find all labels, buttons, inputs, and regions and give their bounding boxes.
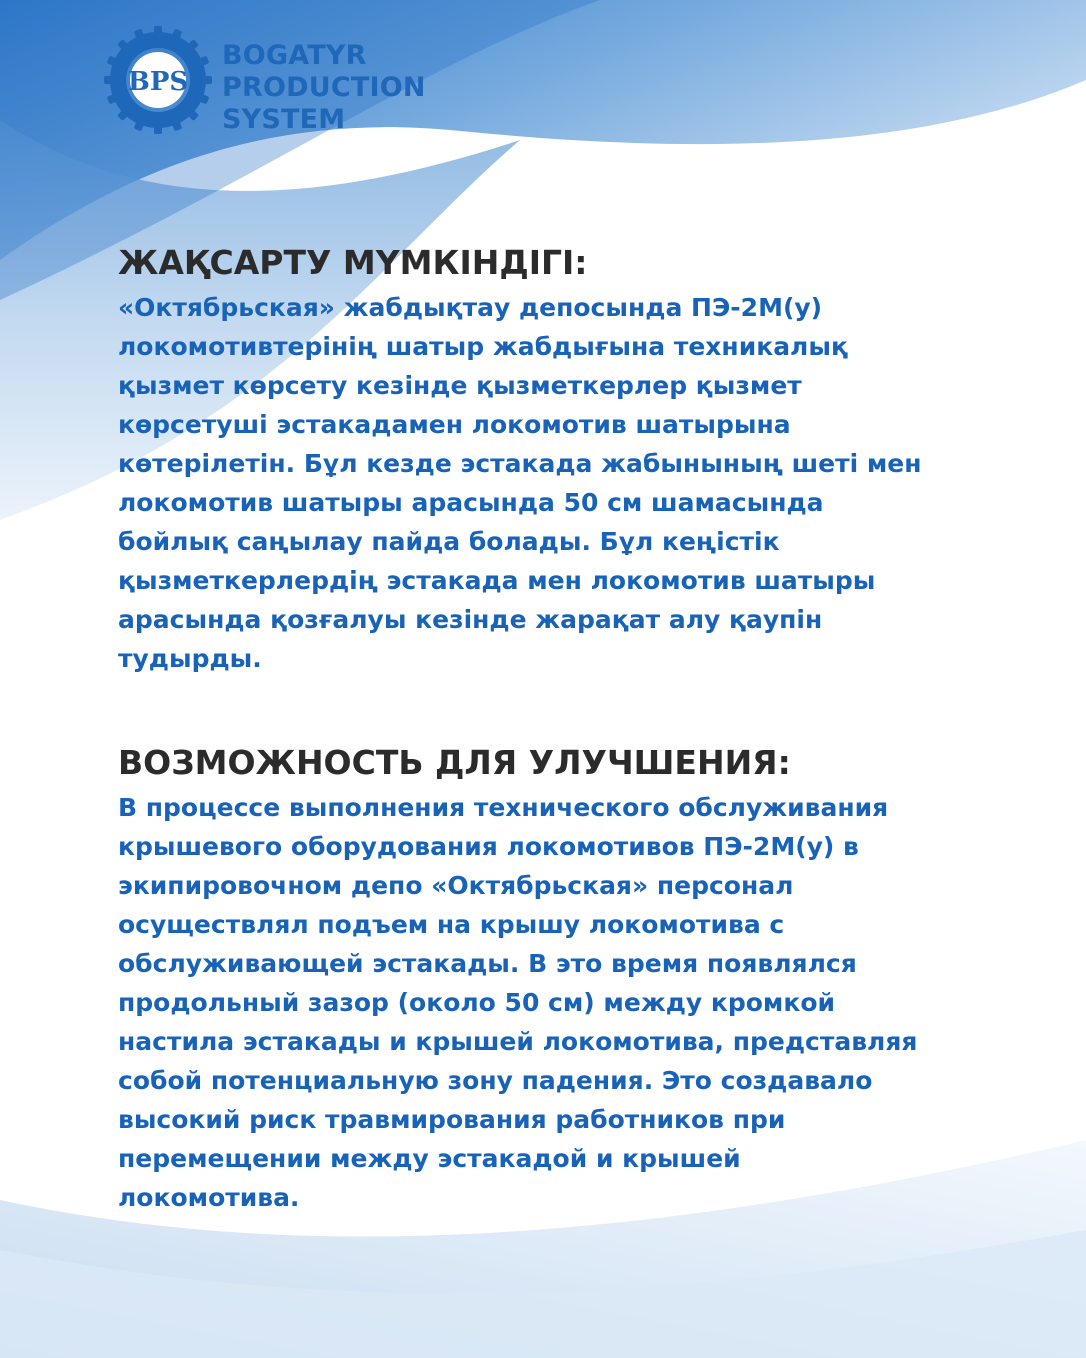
- brand-name-line-2: PRODUCTION: [222, 72, 426, 103]
- logo-initials: BPS: [127, 67, 189, 97]
- section-kz-title: ЖАҚСАРТУ МҮМКІНДІГІ:: [118, 243, 588, 282]
- brand-logo: [104, 26, 444, 138]
- gear-logo-icon: [104, 26, 212, 134]
- brand-name: [222, 40, 426, 136]
- brand-name-line-3: SYSTEM: [222, 104, 346, 135]
- section-russian: [118, 742, 1018, 1217]
- section-ru-body: В процессе выполнения технического обслуживания крышевого оборудования локомотивов ПЭ-2М(у) в экипировочном депо «Октябрьская» персонал осуществлял подъем на крышу локомотива с обслуживающей эстакады. В это время появлялся продольный зазор (около 50 см) между кромкой настила эстакады и крышей локомотива, представляя собой потенциальную зону падения. Это создавало высокий риск травмирования работников при перемещении между эстакадой и крышей локомотива.: [118, 793, 918, 1212]
- brand-name-line-1: BOGATYR: [222, 40, 367, 71]
- section-kz-body: «Октябрьская» жабдықтау депосында ПЭ-2М(у) локомотивтерінің шатыр жабдығына техникалық қызмет көрсету кезінде қызметкерлер қызмет көрсетуші эстакадамен локомотив шатырына көтерілетін. Бұл кезде эстакада жабынының шеті мен локомотив шатыры арасында 50 см шамасында бойлық саңылау пайда болады. Бұл кеңістік қызметкерлердің эстакада мен локомотив шатыры арасында қозғалуы кезінде жарақат алу қаупін тудырды.: [118, 293, 922, 673]
- main-content: [118, 242, 1018, 1217]
- section-ru-title: ВОЗМОЖНОСТЬ ДЛЯ УЛУЧШЕНИЯ:: [118, 743, 791, 782]
- section-kazakh: [118, 242, 1018, 678]
